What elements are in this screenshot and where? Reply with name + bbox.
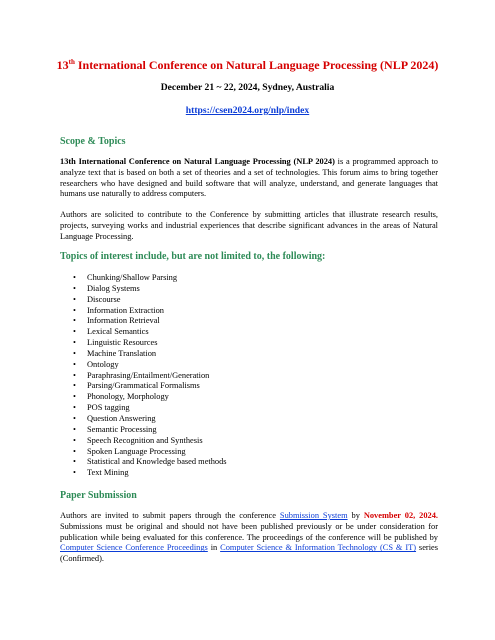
topic-item [60, 436, 227, 447]
topic-label: Question Answering [87, 413, 156, 423]
bullet-icon: • [73, 305, 76, 315]
conference-url-link[interactable]: https://csen2024.org/nlp/index [185, 105, 310, 116]
title-superscript: th [68, 58, 75, 66]
title-number: 13 [56, 58, 69, 72]
submission-paragraph [60, 511, 438, 565]
topic-label: Information Extraction [87, 305, 164, 315]
topics-list [60, 273, 227, 479]
topic-item [60, 392, 227, 403]
topic-item [60, 414, 227, 425]
topic-label: Phonology, Morphology [87, 392, 169, 402]
topic-item [60, 273, 227, 284]
scope-paragraph-2: Authors are solicited to contribute to the Conference by submitting articles that illustrate research results, projects, surveying works and industrial experiences that describe significant advances in the areas of Natural Language Processing. [60, 210, 438, 241]
topic-item [60, 306, 227, 317]
conference-dates: December 21 ~ 22, 2024, Sydney, Australia [160, 82, 335, 93]
bullet-icon: • [73, 338, 76, 348]
topic-label: Dialog Systems [87, 283, 140, 293]
conference-title [20, 58, 475, 73]
scope-heading: Scope & Topics [60, 136, 126, 147]
bullet-icon: • [73, 316, 76, 326]
bullet-icon: • [73, 435, 76, 445]
topic-label: Spoken Language Processing [87, 446, 186, 456]
bullet-icon: • [73, 273, 76, 282]
bullet-icon: • [73, 413, 76, 423]
bullet-icon: • [73, 283, 76, 293]
topic-item [60, 381, 227, 392]
topic-label: Text Mining [87, 468, 129, 478]
title-text: International Conference on Natural Language Processing (NLP 2024) [74, 58, 439, 72]
bullet-icon: • [73, 327, 76, 337]
topic-item [60, 371, 227, 382]
topic-label: Chunking/Shallow Parsing [87, 273, 178, 282]
topic-item [60, 425, 227, 436]
topic-label: Discourse [87, 294, 121, 304]
proceedings-link[interactable]: Computer Science Conference Proceedings [60, 543, 208, 553]
topic-label: Machine Translation [87, 348, 157, 358]
topic-label: Semantic Processing [87, 424, 157, 434]
topic-item [60, 468, 227, 479]
bullet-icon: • [73, 446, 76, 456]
topic-label: Lexical Semantics [87, 327, 149, 337]
bullet-icon: • [73, 359, 76, 369]
topic-item [60, 338, 227, 349]
bullet-icon: • [73, 403, 76, 413]
submission-heading: Paper Submission [60, 490, 137, 501]
bullet-icon: • [73, 294, 76, 304]
topic-item [60, 360, 227, 371]
topic-label: Speech Recognition and Synthesis [87, 435, 203, 445]
submission-deadline: November 02, 2024. [363, 511, 439, 520]
topic-item [60, 327, 227, 338]
topic-item [60, 447, 227, 458]
submission-text-2: by [347, 511, 364, 520]
bullet-icon: • [73, 468, 76, 478]
scope-paragraph-1 [60, 157, 438, 200]
topic-item [60, 403, 227, 414]
topic-label: Paraphrasing/Entailment/Generation [87, 370, 210, 380]
bullet-icon: • [73, 457, 76, 467]
topic-label: Ontology [87, 359, 119, 369]
scope-paragraph-1-text: is a programmed approach to analyze text that is based on both a set of theories and a set of technologies. This forum aims to bring together researchers who have designed and build software that will analyze, understand, and generate languages that humans use naturally to address computers. [60, 157, 438, 199]
topic-label: Information Retrieval [87, 316, 160, 326]
topic-label: Parsing/Grammatical Formalisms [87, 381, 200, 391]
bullet-icon: • [73, 392, 76, 402]
submission-text-4: in [207, 543, 221, 553]
bullet-icon: • [73, 381, 76, 391]
topic-item [60, 457, 227, 468]
cs-it-series-link[interactable]: Computer Science & Information Technology (CS & IT) [220, 543, 417, 553]
bullet-icon: • [73, 348, 76, 358]
topic-label: Statistical and Knowledge based methods [87, 457, 227, 467]
topic-label: POS tagging [87, 403, 130, 413]
submission-text-3: Submissions must be original and should not have been published previously or be under consideration for publication while being evaluated for this conference. The proceedings of the conference will be published by [60, 521, 438, 542]
scope-paragraph-1-bold: 13th International Conference on Natural Language Processing (NLP 2024) [60, 157, 335, 166]
topics-heading: Topics of interest include, but are not limited to, the following: [60, 251, 326, 262]
topic-item [60, 349, 227, 360]
bullet-icon: • [73, 424, 76, 434]
topic-item [60, 316, 227, 327]
submission-text-5: series (Confirmed). [60, 543, 439, 564]
bullet-icon: • [73, 370, 76, 380]
topic-label: Linguistic Resources [87, 338, 158, 348]
submission-system-link[interactable]: Submission System [279, 511, 348, 520]
topic-item [60, 284, 227, 295]
submission-text-1: Authors are invited to submit papers through the conference [60, 511, 280, 520]
topic-item [60, 295, 227, 306]
